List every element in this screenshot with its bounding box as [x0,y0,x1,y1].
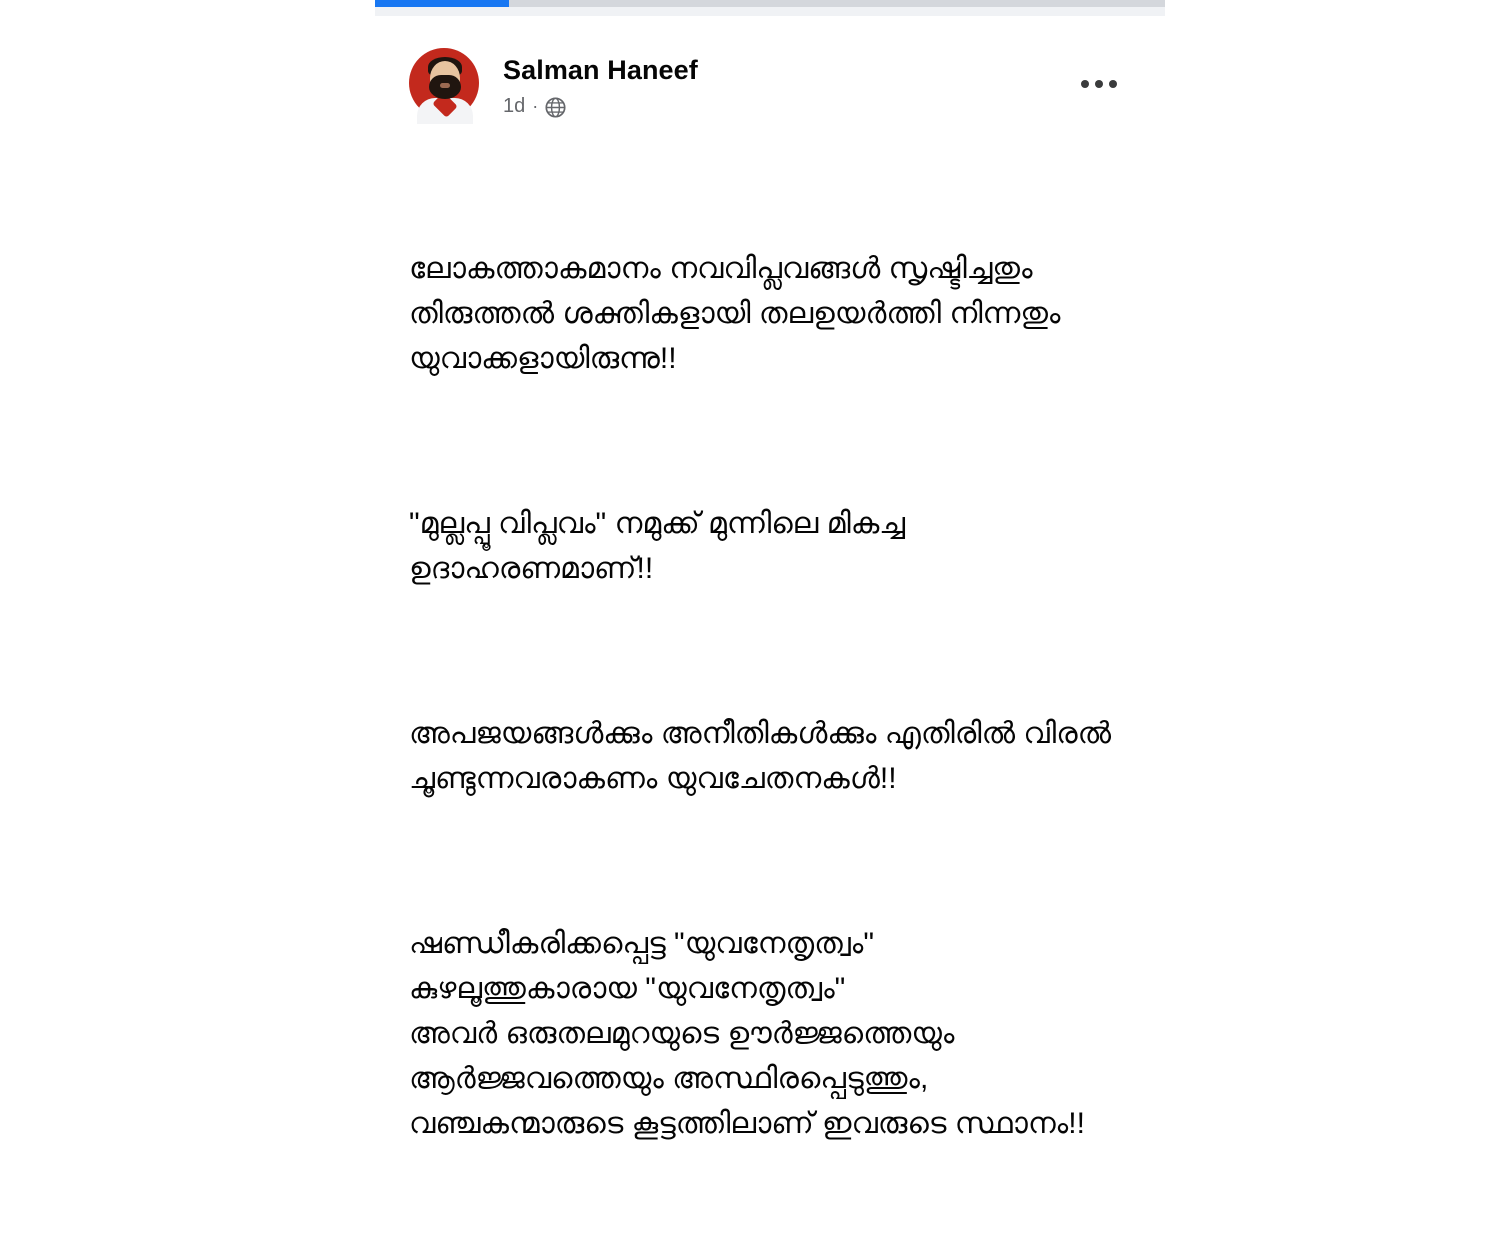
avatar-mouth [440,83,450,88]
post-paragraph: അപജയങ്ങൾക്കും അനീതികൾക്കും എതിരിൽ വിരൽ ചൂണ്ടുന്നവരാകണം യുവചേതനകൾ!! [409,717,1120,795]
post-paragraph: "മുല്ലപ്പൂ വിപ്ലവം" നമുക്ക് മുന്നിലെ മികച്ച ഉദാഹരണമാണ്!! [409,507,914,585]
post-header [409,44,1131,140]
post-author-name[interactable]: Salman Haneef [503,55,698,85]
meta-separator: · [532,96,539,116]
post-paragraph: ലോകത്താകമാനം നവവിപ്ലവങ്ങൾ സൃഷ്ടിച്ചതും തിരുത്തൽ ശക്തികളായി തലഉയർത്തി നിന്നതും യുവാക്കളായിരുന്നു!! [409,252,1069,375]
ellipsis-icon-dot-2 [1095,80,1103,88]
post-paragraph: ഷണ്ഡീകരിക്കപ്പെട്ട "യുവനേതൃത്വം" കുഴലൂത്തുകാരായ "യുവനേതൃത്വം" അവർ ഒരുതലമുറയുടെ ഊർജ്ജത്തെയും ആർജ്ജവത്തെയും അസ്ഥിരപ്പെടുത്തും, വഞ്ചകന്മാരുടെ കൂട്ടത്തിലാണ് ഇവരുടെ സ്ഥാനം!! [409,927,1085,1140]
avatar[interactable] [409,48,479,118]
post-timestamp[interactable]: 1d [503,95,526,117]
post-header-text [503,44,698,118]
globe-icon[interactable] [545,97,566,118]
post-more-options-button[interactable] [1071,66,1127,102]
post-meta [503,95,698,118]
ellipsis-icon-dot-1 [1081,80,1089,88]
post-card [375,16,1165,1236]
post-body [409,156,1131,1236]
ellipsis-icon-dot-3 [1109,80,1117,88]
page-load-progress-track [375,0,1165,7]
page-load-progress-fill [375,0,509,7]
